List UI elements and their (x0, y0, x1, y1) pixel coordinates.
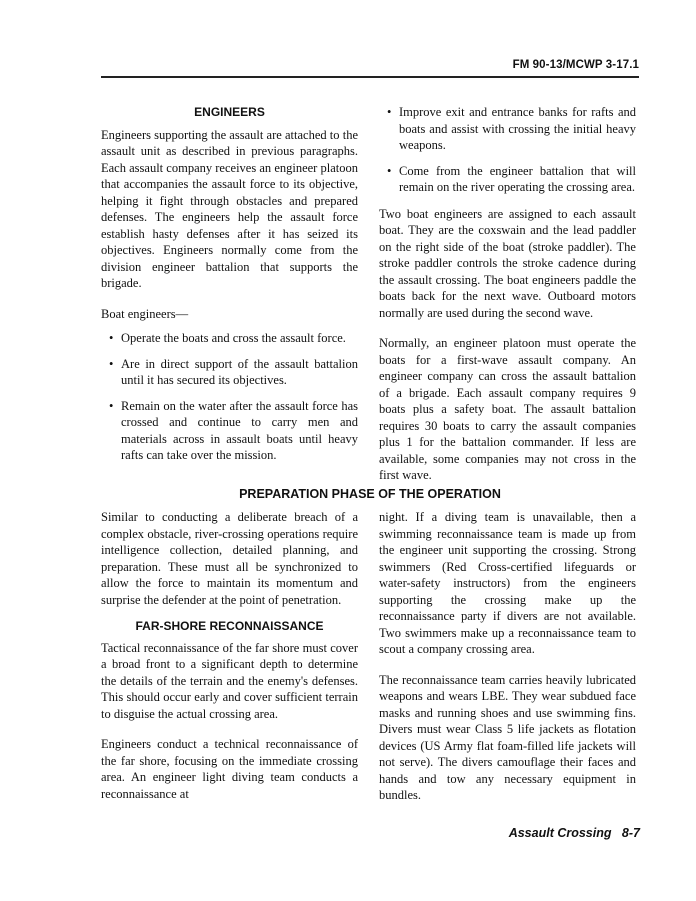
page-footer: Assault Crossing 8-7 (508, 826, 640, 840)
preparation-paragraph: Similar to conducting a deliberate breach of a complex obstacle, river-crossing operations require intelligence collection, detailed planning, and preparation. These must all be synchronized to allow the force to maintain its momentum and surprise the defender at the point of penetration. (101, 510, 358, 607)
preparation-phase-heading: PREPARATION PHASE OF THE OPERATION (239, 487, 501, 501)
boat-engineers-list (101, 330, 358, 464)
engineers-paragraph: Engineers supporting the assault are attached to the assault unit as described in previous paragraphs. Each assault company receives an engineer platoon that accompanies the assault force to its objective, helping it fight through obstacles and prepared defenses. The engineers help the assault force establish hasty defenses after it has seized its objectives. Engineers normally come from the division engineer battalion that supports the brigade. (101, 127, 358, 290)
top-right-column (379, 104, 636, 498)
boat-engineers-intro: Boat engineers— (101, 306, 189, 321)
swimming-team-paragraph: night. If a diving team is unavailable, then a swimming reconnaissance team is made up from the engineer unit supporting the crossing. Strong swimmers (Red Cross-certified lifeguards or water-safety instructors) from the engineers supporting the crossing make up the reconnaissance party if divers are not available. Two swimmers make up a reconnaissance team to scout a company crossing area. (379, 510, 636, 656)
list-item: • Improve exit and entrance banks for rafts and boats and assist with crossing the initial heavy weapons. (379, 104, 636, 154)
engineers-heading: ENGINEERS (194, 105, 265, 119)
far-shore-reconnaissance-heading: FAR-SHORE RECONNAISSANCE (135, 619, 324, 633)
bottom-left-column (101, 509, 358, 816)
page-header-title: FM 90-13/MCWP 3-17.1 (512, 59, 639, 71)
boat-assignment-paragraph: Two boat engineers are assigned to each assault boat. They are the coxswain and the lead paddler on the right side of the boat (stroke paddler). The stroke paddler controls the stroke cadence during the assault crossing. The boat engineers paddle the boats back for the next wave. Outboard motors normally are used during the second wave. (379, 206, 636, 320)
tactical-reconnaissance-paragraph: Tactical reconnaissance of the far shore must cover a broad front to a significant depth to determine the details of the terrain and the enemy's defenses. This should occur early and cover sufficient terrain to disguise the actual crossing area. (101, 640, 358, 721)
header-rule (101, 76, 639, 78)
platoon-operation-paragraph: Normally, an engineer platoon must operate the boats for a first-wave assault company. An engineer company can cross the assault battalion of a brigade. Each assault company requires 9 boats plus a safety boat. The assault battalion requires 30 boats to carry the assault companies plus 1 for the battalion commander. If less are available, some companies may not cross in the first wave. (379, 336, 636, 482)
top-left-column (101, 104, 358, 474)
list-item: • Come from the engineer battalion that will remain on the river operating the crossing area. (379, 163, 636, 196)
boat-engineers-list-continued (379, 104, 636, 196)
list-item: • Remain on the water after the assault force has crossed and continue to carry men and materials across in assault boats until heavy rafts can take over the mission. (101, 398, 358, 464)
list-item: • Operate the boats and cross the assault force. (101, 330, 358, 347)
technical-reconnaissance-paragraph: Engineers conduct a technical reconnaissance of the far shore, focusing on the immediate crossing area. An engineer light diving team conducts a reconnaissance at (101, 737, 358, 801)
bottom-right-column (379, 509, 636, 818)
reconnaissance-equipment-paragraph: The reconnaissance team carries heavily lubricated weapons and wears LBE. They wear subdued face masks and running shoes and use swimming fins. Divers must wear Class 5 life jackets as flotation devices (US Army flat foam-filled life jackets will not serve). The divers camouflage their faces and hands and tow any necessary equipment in bundles. (379, 672, 636, 802)
list-item: • Are in direct support of the assault battalion until it has secured its objectives. (101, 356, 358, 389)
